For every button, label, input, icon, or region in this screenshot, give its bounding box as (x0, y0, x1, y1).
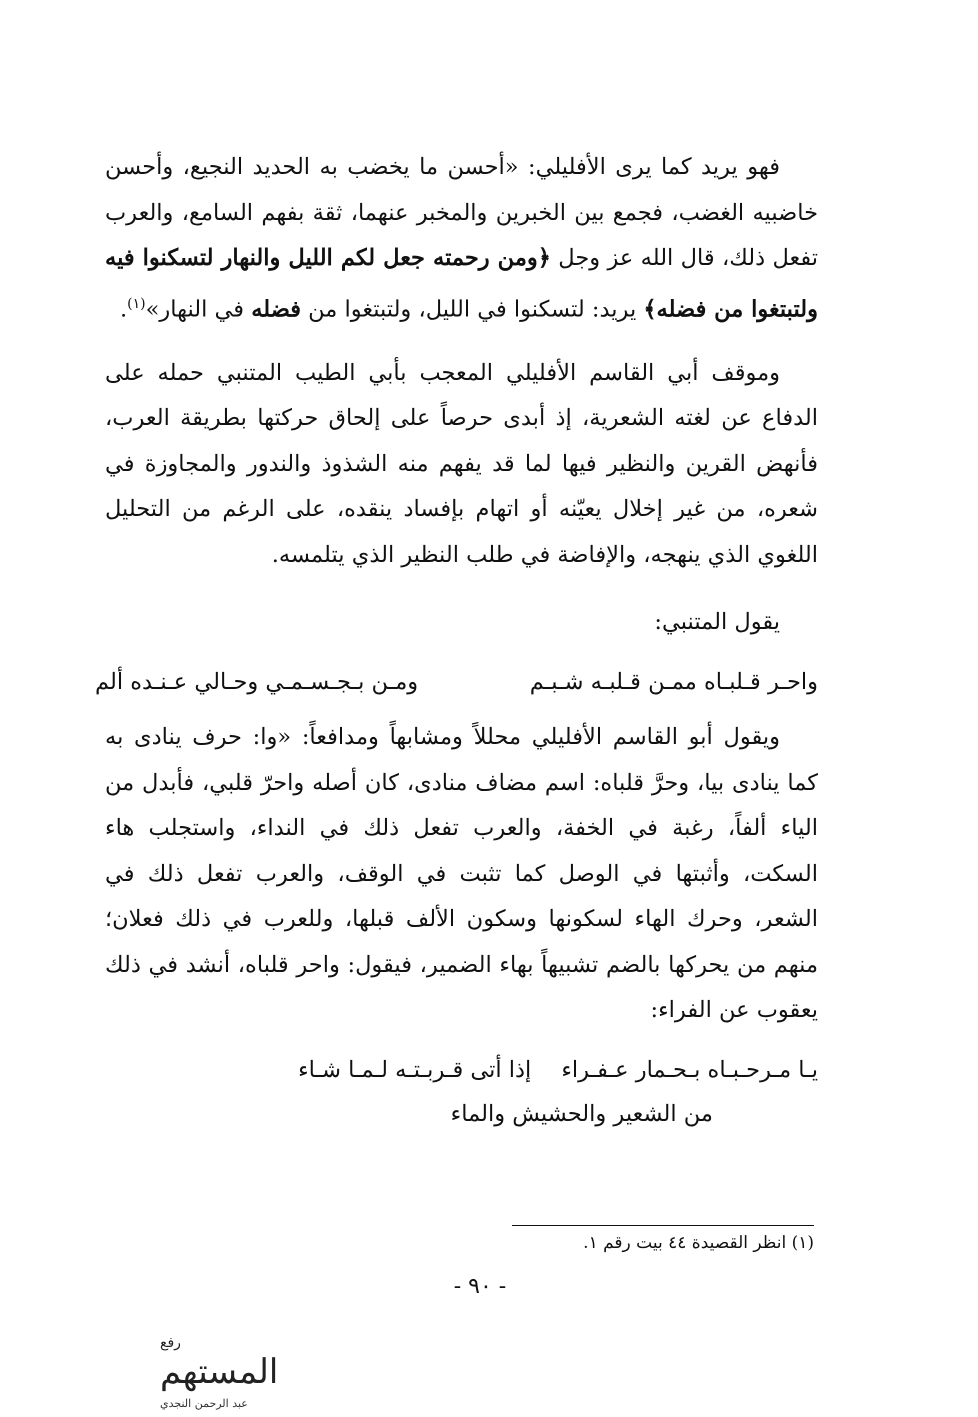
verse-2 (105, 1048, 818, 1092)
verse-2-hemistich-1: يـا مـرحـبـاه بـحـمار عـفـراء (561, 1056, 818, 1083)
paragraph-1-part-3: في النهار» (145, 296, 252, 322)
footnote-reference: (١) (127, 295, 146, 312)
stamp-main-text: المستهم (160, 1352, 279, 1392)
verse-1-intro: يقول المتنبي: (654, 609, 780, 635)
verse-2-continuation: من الشعير والحشيش والماء (450, 1100, 713, 1127)
stamp-caption: عبد الرحمن النجدي (160, 1397, 248, 1410)
stamp-small-text: رفع (160, 1335, 181, 1351)
paragraph-2: وموقف أبي القاسم الأفليلي المعجب بأبي الطيب المتنبي حمله على الدفاع عن لغته الشعرية، إذ أبدى حرصاً على إلحاق حركتها بطريقة العرب، فأنهض القرين والنظير فيها لما قد يفهم منه الشذوذ والندور والمجاوزة في شعره، من غير إخلال يعيّنه أو اتهام بإفساد ينقده، على الرغم من التحليل اللغوي الذي ينهجه، والإفاضة في طلب النظير الذي يتلمسه. (105, 359, 818, 568)
bold-word: فضله (251, 296, 301, 322)
footnote: (١) انظر القصيدة ٤٤ بيت رقم ١. (583, 1233, 814, 1253)
verse-1-hemistich-1: واحـر قـلبـاه ممـن قـلبـه شـبـم (529, 668, 818, 695)
paragraph-1-part-2: يريد: لتسكنوا في الليل، ولتبتغوا من (301, 296, 644, 322)
paragraph-3: ويقول أبو القاسم الأفليلي محللاً ومشابهاً ومدافعاً: «وا: حرف ينادى به كما ينادى بيا، وحرَّ قلباه: اسم مضاف منادى، كان أصله واحرّ قلبي، فأبدل من الياء ألفاً، رغبة في الخفة، والعرب تفعل ذلك في النداء، واستجلب هاء السكت، وأثبتها في الوصل كما تثبت في الوقف، والعرب تفعل ذلك في الشعر، وحرك الهاء لسكونها وسكون الألف قبلها، وللعرب في ذلك فعلان؛ منهم من يحركها بالضم تشبيهاً بهاء الضمير، فيقول: واحر قلباه، أنشد في ذلك يعقوب عن الفراء: (105, 724, 818, 1023)
page-number: - ٩٠ - (453, 1274, 507, 1299)
quran-quote: ﴿ومن رحمته جعل لكم الليل والنهار لتسكنوا فيه ولتبتغوا من فضله﴾ (105, 245, 818, 322)
paragraph-1-part-1: فهو يريد كما يرى الأفليلي: «أحسن ما يخضب به الحديد النجيع، وأحسن خاضبيه الغضب، فجمع بين الخبرين والمخبر عنهما، ثقة بفهم السامع، والعرب تفعل ذلك، قال الله عز وجل (105, 154, 818, 271)
paragraph-1 (105, 145, 818, 333)
paragraph-1-end: . (120, 296, 128, 322)
verse-2-hemistich-2: إذا أتى قـربـتـه لـمـا شـاء (298, 1056, 532, 1083)
verse-1 (95, 660, 818, 706)
main-text (95, 145, 818, 1136)
footnote-divider (512, 1225, 814, 1226)
verse-1-hemistich-2: ومـن بـجـسـمـي وحـالي عـنـده ألم (95, 668, 419, 695)
stamp-logo (10, 1325, 279, 1415)
